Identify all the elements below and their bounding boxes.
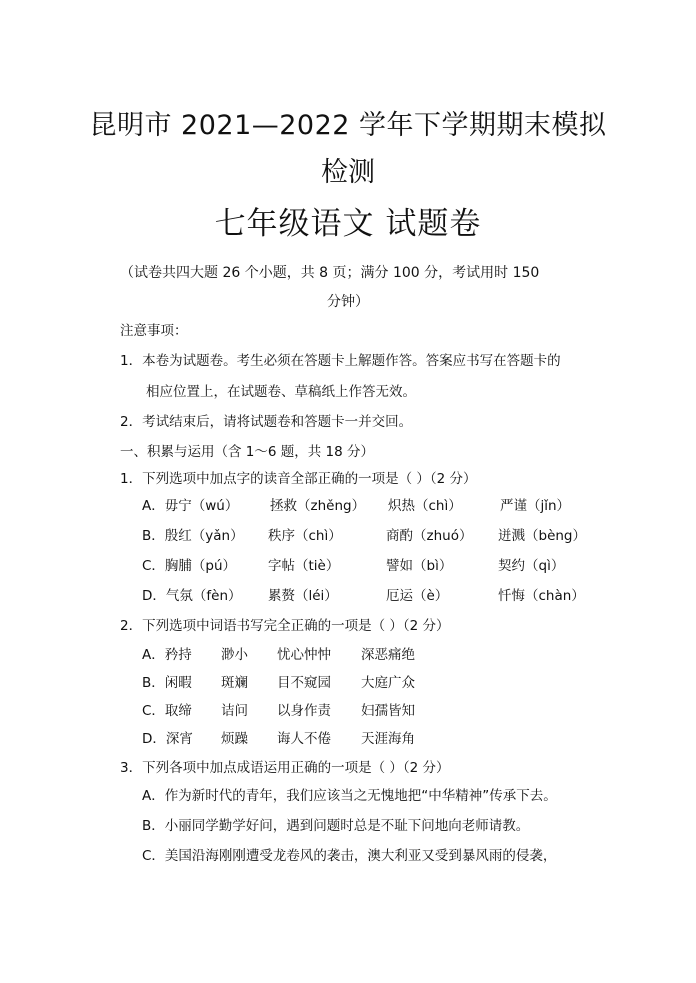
q1-option: 字帖（tiè）	[268, 558, 340, 574]
q2-option: 妇孺皆知	[361, 703, 415, 719]
q1-option: D．气氛（fèn）	[142, 588, 242, 604]
q3-option-c: C．美国沿海刚刚遭受龙卷风的袭击，澳大利亚又受到暴风雨的侵袭，	[142, 848, 557, 864]
q3-stem: 3．下列各项中加点成语运用正确的一项是（ ）（2 分）	[120, 760, 450, 776]
q2-option: 目不窥园	[277, 675, 331, 691]
q2-stem: 2．下列选项中词语书写完全正确的一项是（ ）（2 分）	[120, 618, 450, 634]
q3-option-b: B．小丽同学勤学好问，遇到问题时总是不耻下问地向老师请教。	[142, 818, 530, 834]
q2-option: D．深宵	[142, 731, 193, 747]
q2-option: A．矜持	[142, 647, 192, 663]
q1-option: 拯救（zhěng）	[270, 498, 366, 514]
section-1-heading: 一、积累与运用（含 1～6 题，共 18 分）	[120, 444, 375, 460]
q1-option: 秩序（chì）	[268, 528, 342, 544]
q2-option: 烦躁	[221, 731, 248, 747]
q2-option: C．取缔	[142, 703, 192, 719]
notes-heading: 注意事项：	[120, 323, 188, 339]
q1-option: 契约（qì）	[498, 558, 565, 574]
q2-option: 天涯海角	[361, 731, 415, 747]
q3-option-a: A．作为新时代的青年，我们应该当之无愧地把“中华精神”传承下去。	[142, 788, 557, 804]
exam-title-line1: 昆明市 2021—2022 学年下学期期末模拟	[89, 110, 607, 141]
q1-option: 严谨（jǐn）	[500, 498, 571, 514]
q2-option: 渺小	[221, 647, 248, 663]
q2-option: 深恶痛绝	[361, 647, 415, 663]
note-item-2: 2．考试结束后，请将试题卷和答题卡一并交回。	[120, 414, 413, 430]
q2-option: B．闲暇	[142, 675, 192, 691]
note-item-1-line1: 1．本卷为试题卷。考生必须在答题卡上解题作答。答案应书写在答题卡的	[120, 353, 561, 369]
q1-option: 厄运（è）	[386, 588, 449, 604]
q1-option: 商酌（zhuó）	[386, 528, 473, 544]
q1-option: B．殷红（yǎn）	[142, 528, 244, 544]
q2-option: 大庭广众	[361, 675, 415, 691]
q1-stem: 1．下列选项中加点字的读音全部正确的一项是（ ）（2 分）	[120, 471, 477, 487]
q2-option: 忧心忡忡	[277, 647, 331, 663]
q1-option: 累赘（léi）	[268, 588, 338, 604]
q2-option: 以身作责	[277, 703, 331, 719]
exam-subtitle: 七年级语文 试题卷	[214, 206, 482, 242]
q1-option: C．胸脯（pú）	[142, 558, 237, 574]
q2-option: 诘问	[221, 703, 248, 719]
q2-option: 斑斓	[221, 675, 248, 691]
q1-option: 炽热（chì）	[388, 498, 462, 514]
exam-title-line2: 检测	[321, 157, 375, 188]
q1-option: A．毋宁（wú）	[142, 498, 239, 514]
note-item-1-line2: 相应位置上，在试题卷、草稿纸上作答无效。	[146, 384, 416, 400]
q1-option: 忏悔（chàn）	[498, 588, 585, 604]
exam-info-line2: 分钟）	[327, 294, 369, 310]
exam-info-line1: （试卷共四大题 26 个小题，共 8 页；满分 100 分，考试用时 150	[120, 265, 540, 281]
q1-option: 譬如（bì）	[386, 558, 453, 574]
q2-option: 诲人不倦	[277, 731, 331, 747]
q1-option: 迸溅（bèng）	[498, 528, 587, 544]
